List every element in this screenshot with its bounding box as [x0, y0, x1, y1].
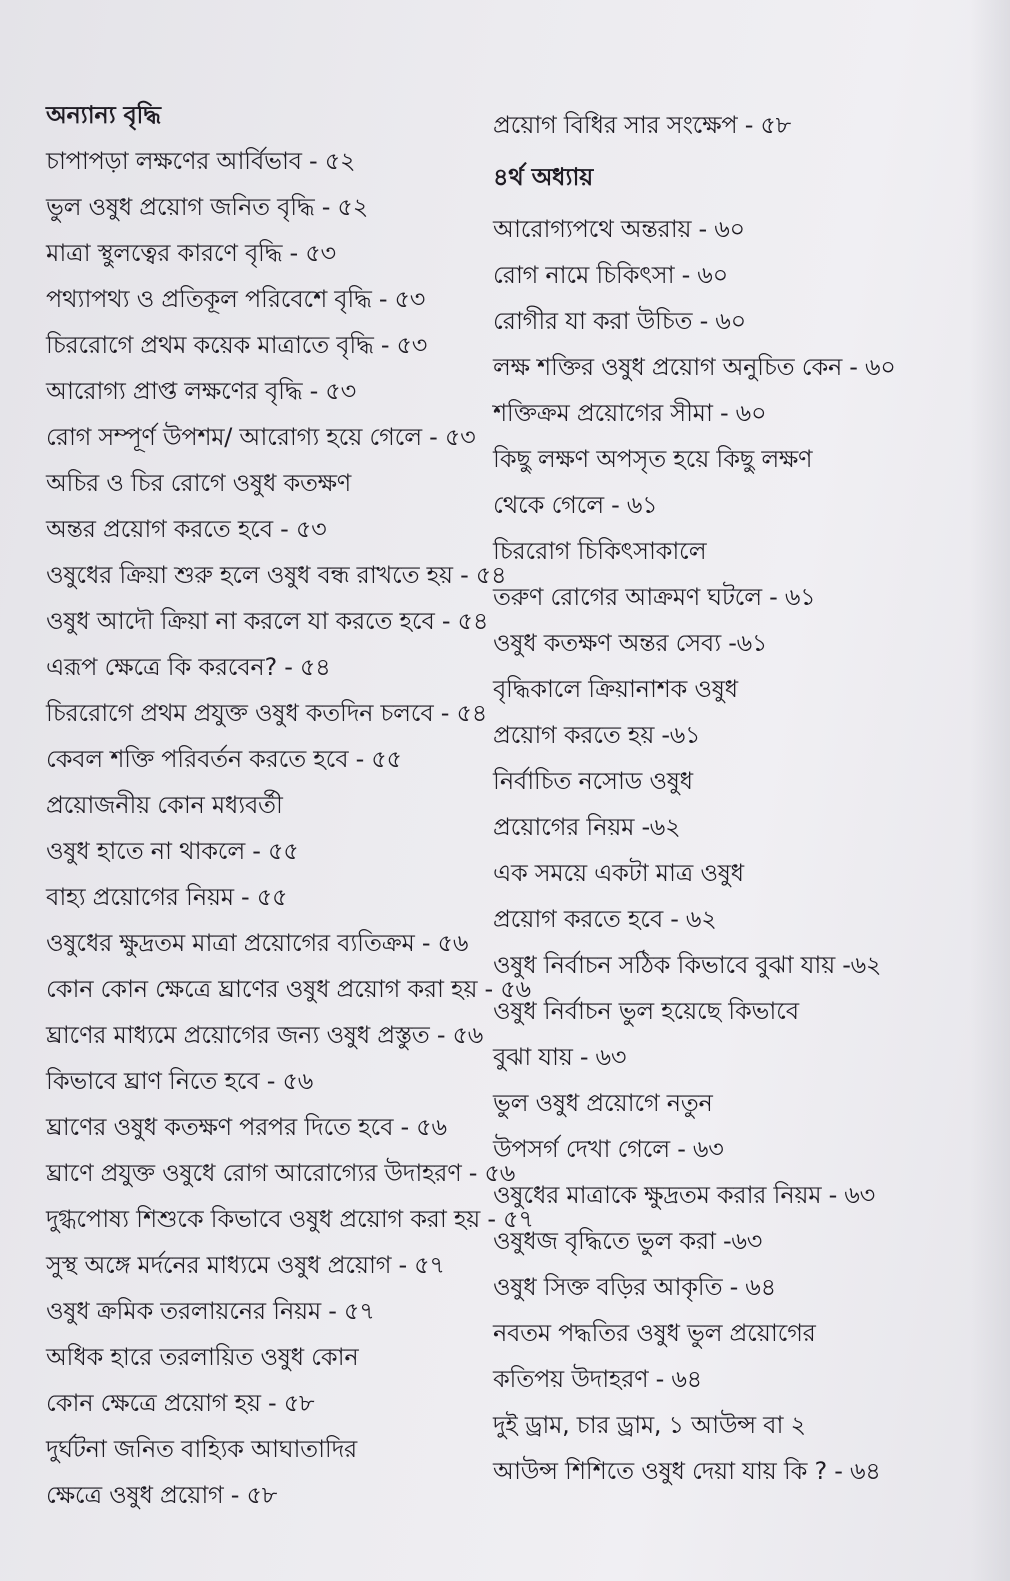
toc-entry: সুস্থ অঙ্গে মর্দনের মাধ্যমে ওষুধ প্রয়োগ - ৫৭ — [46, 1251, 445, 1279]
toc-entry: শক্তিক্রম প্রয়োগের সীমা - ৬০ — [493, 399, 767, 427]
toc-entry: মাত্রা স্থুলত্বের কারণে বৃদ্ধি - ৫৩ — [46, 239, 336, 267]
toc-entry: চিররোগে প্রথম প্রযুক্ত ওষুধ কতদিন চলবে - ৫৪ — [46, 699, 488, 727]
toc-entry: ওষুধ আদৌ ক্রিয়া না করলে যা করতে হবে - ৫৪ — [46, 607, 489, 635]
toc-entry: চাপাপড়া লক্ষণের আর্বিভাব - ৫২ — [46, 147, 356, 175]
toc-entry: ওষুধজ বৃদ্ধিতে ভুল করা -৬৩ — [493, 1227, 763, 1255]
toc-entry: প্রয়োজনীয় কোন মধ্যবর্তী — [46, 791, 283, 819]
toc-entry: অধিক হারে তরলায়িত ওষুধ কোন — [46, 1343, 359, 1371]
toc-entry: ওষুধ নির্বাচন ভুল হয়েছে কিভাবে — [493, 997, 799, 1025]
toc-entry: থেকে গেলে - ৬১ — [493, 491, 658, 519]
toc-entry: চিররোগ চিকিৎসাকালে — [493, 537, 707, 565]
toc-entry: নবতম পদ্ধতির ওষুধ ভুল প্রয়োগের — [493, 1319, 816, 1347]
toc-entry: আরোগ্যপথে অন্তরায় - ৬০ — [493, 215, 745, 243]
toc-entry: চিররোগে প্রথম কয়েক মাত্রাতে বৃদ্ধি - ৫৩ — [46, 331, 428, 359]
toc-entry: রোগীর যা করা উচিত - ৬০ — [493, 307, 746, 335]
toc-entry: পথ্যাপথ্য ও প্রতিকূল পরিবেশে বৃদ্ধি - ৫৩ — [46, 285, 426, 313]
toc-entry: বুঝা যায় - ৬৩ — [493, 1043, 627, 1071]
toc-entry: দুই ড্রাম, চার ড্রাম, ১ আউন্স বা ২ — [493, 1411, 806, 1439]
toc-entry: ওষুধ নির্বাচন সঠিক কিভাবে বুঝা যায় -৬২ — [493, 951, 882, 979]
toc-entry: ওষুধ কতক্ষণ অন্তর সেব্য -৬১ — [493, 629, 768, 657]
toc-entry: রোগ নামে চিকিৎসা - ৬০ — [493, 261, 728, 289]
toc-entry: দুর্ঘটনা জনিত বাহ্যিক আঘাতাদির — [46, 1435, 357, 1463]
toc-section-heading: অন্যান্য বৃদ্ধি — [46, 101, 161, 129]
toc-entry: এক সময়ে একটা মাত্র ওষুধ — [493, 859, 744, 887]
toc-entry: কিভাবে ঘ্রাণ নিতে হবে - ৫৬ — [46, 1067, 314, 1095]
toc-entry: প্রয়োগ করতে হবে - ৬২ — [493, 905, 717, 933]
toc-entry: কোন কোন ক্ষেত্রে ঘ্রাণের ওষুধ প্রয়োগ করা হয় - ৫৬ — [46, 975, 531, 1003]
toc-entry: উপসর্গ দেখা গেলে - ৬৩ — [493, 1135, 724, 1163]
toc-entry: প্রয়োগ করতে হয় -৬১ — [493, 721, 701, 749]
toc-entry: কোন ক্ষেত্রে প্রয়োগ হয় - ৫৮ — [46, 1389, 315, 1417]
toc-entry: ওষুধের ক্রিয়া শুরু হলে ওষুধ বন্ধ রাখতে হয় - ৫৪ — [46, 561, 507, 589]
toc-entry: কতিপয় উদাহরণ - ৬৪ — [493, 1365, 702, 1393]
toc-entry: আউন্স শিশিতে ওষুধ দেয়া যায় কি ? - ৬৪ — [493, 1457, 881, 1485]
toc-entry: তরুণ রোগের আক্রমণ ঘটলে - ৬১ — [493, 583, 816, 611]
toc-entry: কেবল শক্তি পরিবর্তন করতে হবে - ৫৫ — [46, 745, 402, 773]
toc-entry: লক্ষ শক্তির ওষুধ প্রয়োগ অনুচিত কেন - ৬০ — [493, 353, 896, 381]
toc-entry: ঘ্রাণের ওষুধ কতক্ষণ পরপর দিতে হবে - ৫৬ — [46, 1113, 447, 1141]
toc-entry: দুগ্ধপোষ্য শিশুকে কিভাবে ওষুধ প্রয়োগ করা হয় - ৫৭ — [46, 1205, 534, 1233]
toc-entry: ওষুধ সিক্ত বড়ির আকৃতি - ৬৪ — [493, 1273, 776, 1301]
toc-entry: ভুল ওষুধ প্রয়োগে নতুন — [493, 1089, 713, 1117]
toc-entry: ঘ্রাণে প্রযুক্ত ওষুধে রোগ আরোগ্যের উদাহরণ - ৫৬ — [46, 1159, 516, 1187]
toc-entry: ওষুধের মাত্রাকে ক্ষুদ্রতম করার নিয়ম - ৬৩ — [493, 1181, 875, 1209]
toc-entry: অচির ও চির রোগে ওষুধ কতক্ষণ — [46, 469, 352, 497]
toc-section-heading: ৪র্থ অধ্যায় — [493, 163, 593, 191]
toc-entry: প্রয়োগের নিয়ম -৬২ — [493, 813, 681, 841]
toc-entry: ওষুধের ক্ষুদ্রতম মাত্রা প্রয়োগের ব্যতিক্রম - ৫৬ — [46, 929, 469, 957]
toc-entry: ঘ্রাণের মাধ্যমে প্রয়োগের জন্য ওষুধ প্রস্তুত - ৫৬ — [46, 1021, 484, 1049]
toc-entry: এরূপ ক্ষেত্রে কি করবেন? - ৫৪ — [46, 653, 331, 681]
toc-entry: ওষুধ ক্রমিক তরলায়নের নিয়ম - ৫৭ — [46, 1297, 375, 1325]
toc-entry: বাহ্য প্রয়োগের নিয়ম - ৫৫ — [46, 883, 288, 911]
toc-entry: আরোগ্য প্রাপ্ত লক্ষণের বৃদ্ধি - ৫৩ — [46, 377, 356, 405]
toc-entry: বৃদ্ধিকালে ক্রিয়ানাশক ওষুধ — [493, 675, 738, 703]
toc-entry: ক্ষেত্রে ওষুধ প্রয়োগ - ৫৮ — [46, 1481, 278, 1509]
toc-entry: ভুল ওষুধ প্রয়োগ জনিত বৃদ্ধি - ৫২ — [46, 193, 369, 221]
toc-entry: প্রয়োগ বিধির সার সংক্ষেপ - ৫৮ — [493, 111, 791, 139]
toc-entry: অন্তর প্রয়োগ করতে হবে - ৫৩ — [46, 515, 327, 543]
page-edge-shadow — [970, 0, 1010, 1581]
toc-entry: কিছু লক্ষণ অপসৃত হয়ে কিছু লক্ষণ — [493, 445, 813, 473]
toc-left-column — [46, 92, 534, 1518]
toc-entry: রোগ সম্পূর্ণ উপশম/ আরোগ্য হয়ে গেলে - ৫৩ — [46, 423, 476, 451]
toc-entry: নির্বাচিত নসোড ওষুধ — [493, 767, 693, 795]
toc-right-column — [493, 102, 913, 1494]
toc-entry: ওষুধ হাতে না থাকলে - ৫৫ — [46, 837, 299, 865]
